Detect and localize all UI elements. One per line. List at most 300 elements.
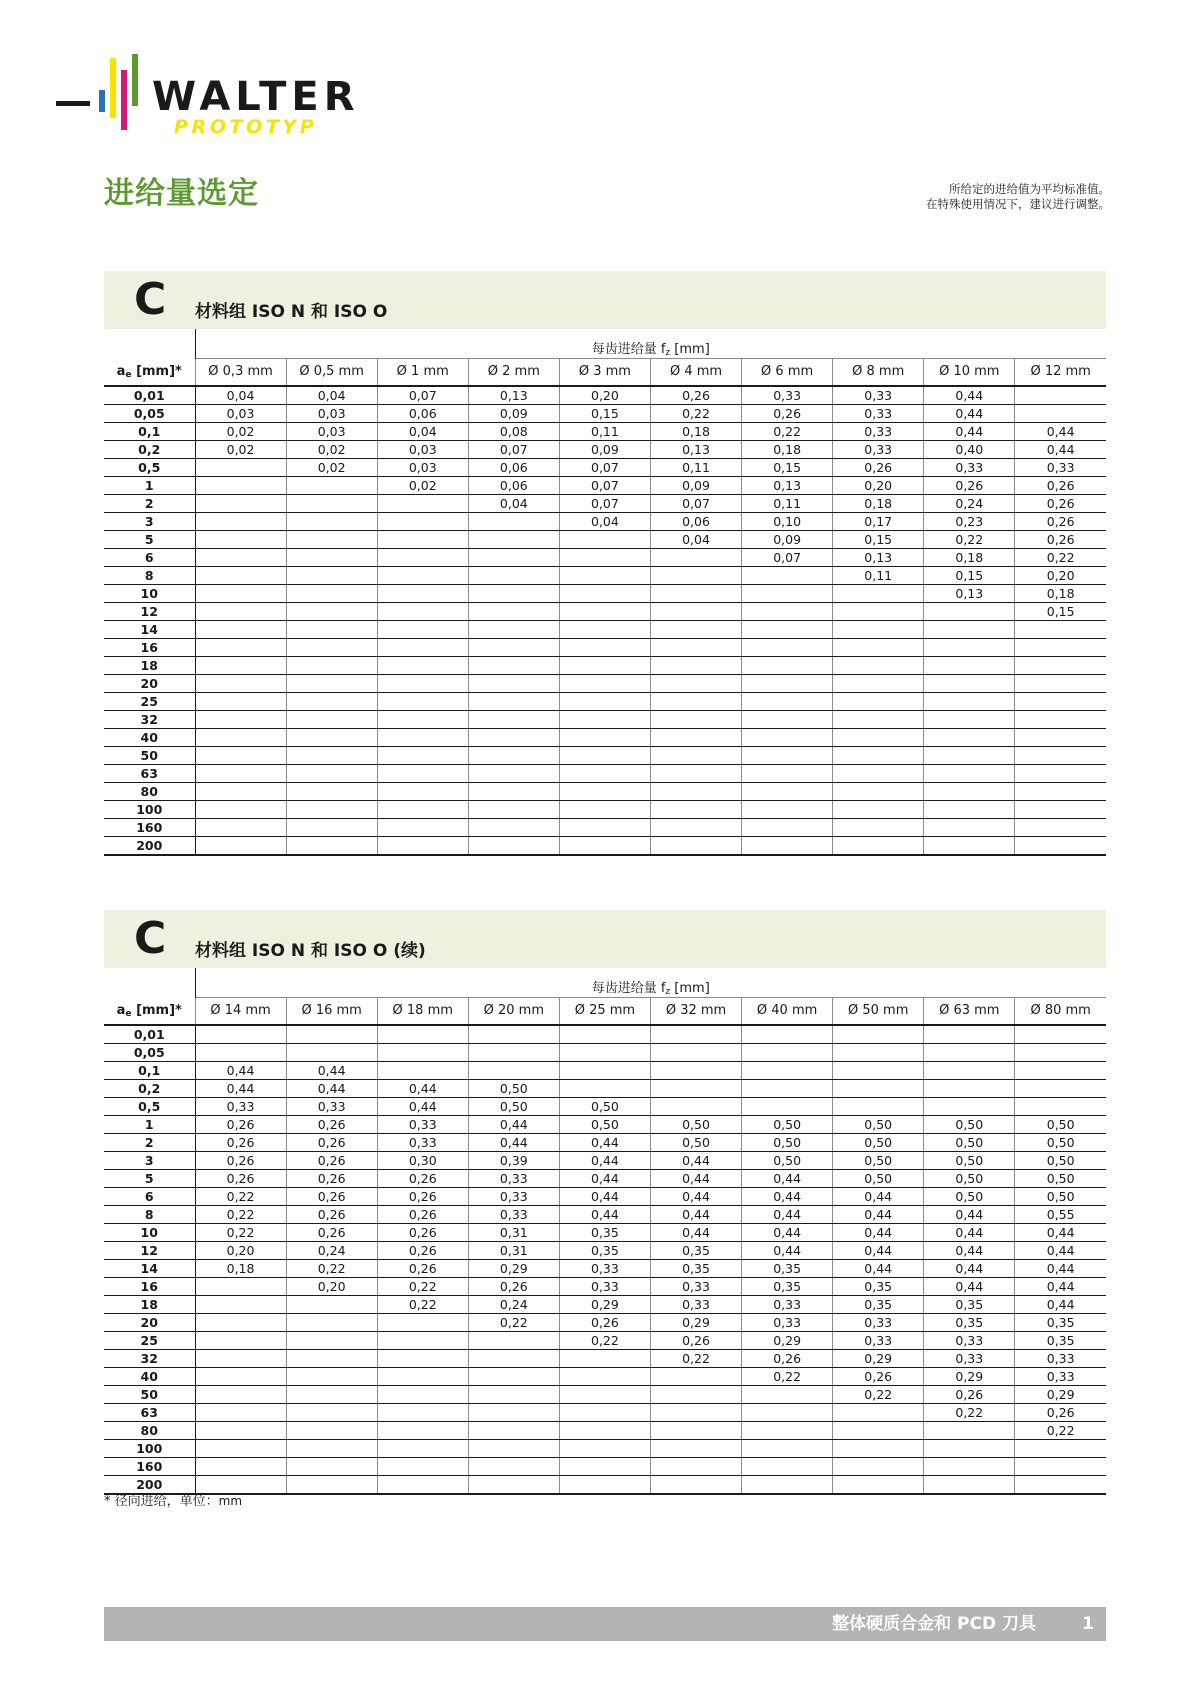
feed-value-cell [195,567,286,585]
ae-value: 1 [104,477,195,495]
logo-subtitle: PROTOTYP [174,116,318,138]
feed-value-cell [833,1062,924,1080]
feed-value-cell: 0,50 [559,1116,650,1134]
feed-value-cell: 0,07 [650,495,741,513]
feed-value-cell: 0,33 [650,1278,741,1296]
feed-value-cell [468,1332,559,1350]
feed-value-cell: 0,03 [377,441,468,459]
feed-value-cell [377,693,468,711]
feed-value-cell: 0,13 [742,477,833,495]
feed-value-cell: 0,44 [468,1134,559,1152]
feed-value-cell [195,1314,286,1332]
ae-value: 10 [104,1224,195,1242]
feed-value-cell [1015,657,1106,675]
feed-value-cell: 0,26 [1015,531,1106,549]
feed-table [104,968,1106,1495]
feed-value-cell [377,1368,468,1386]
feed-value-cell: 0,24 [924,495,1015,513]
feed-value-cell: 0,22 [1015,549,1106,567]
diameter-column-header: Ø 1 mm [377,358,468,386]
feed-value-cell [650,1476,741,1495]
feed-value-cell: 0,50 [742,1152,833,1170]
table-row [104,477,1106,495]
feed-value-cell [286,1440,377,1458]
feed-value-cell [1015,1080,1106,1098]
table-row [104,1314,1106,1332]
feed-value-cell: 0,33 [195,1098,286,1116]
feed-value-cell: 0,26 [195,1170,286,1188]
feed-value-cell: 0,33 [650,1296,741,1314]
feed-value-cell [1015,405,1106,423]
feed-value-cell [650,657,741,675]
feed-value-cell: 0,33 [833,1314,924,1332]
feed-value-cell [468,1350,559,1368]
section-header [104,910,1106,968]
feed-value-cell [650,1080,741,1098]
feed-value-cell [924,819,1015,837]
feed-value-cell [742,1404,833,1422]
feed-value-cell: 0,18 [650,423,741,441]
feed-value-cell: 0,26 [195,1116,286,1134]
table-row [104,386,1106,405]
table-caption: 每齿进给量 fz [mm] [195,329,1106,358]
feed-value-cell: 0,44 [1015,1296,1106,1314]
feed-value-cell: 0,13 [833,549,924,567]
feed-value-cell [195,1368,286,1386]
feed-value-cell: 0,29 [559,1296,650,1314]
ae-value: 18 [104,657,195,675]
ae-value: 3 [104,1152,195,1170]
feed-value-cell [377,603,468,621]
feed-value-cell: 0,29 [650,1314,741,1332]
feed-value-cell [833,1025,924,1044]
feed-value-cell [1015,1062,1106,1080]
feed-value-cell [286,1025,377,1044]
feed-value-cell: 0,29 [1015,1386,1106,1404]
feed-value-cell [286,1476,377,1495]
ae-value: 6 [104,1188,195,1206]
feed-value-cell [286,1422,377,1440]
table-row [104,1116,1106,1134]
feed-value-cell: 0,35 [559,1224,650,1242]
section-letter: C [134,274,167,325]
feed-value-cell: 0,22 [195,1206,286,1224]
feed-value-cell [468,711,559,729]
feed-value-cell: 0,50 [1015,1170,1106,1188]
feed-value-cell [559,1025,650,1044]
feed-value-cell [195,531,286,549]
feed-value-cell: 0,06 [468,459,559,477]
feed-value-cell: 0,50 [1015,1188,1106,1206]
table-row [104,549,1106,567]
feed-value-cell [559,801,650,819]
feed-value-cell [742,567,833,585]
diameter-column-header: Ø 63 mm [924,997,1015,1025]
ae-value: 8 [104,567,195,585]
feed-value-cell: 0,44 [286,1062,377,1080]
feed-value-cell [742,621,833,639]
feed-value-cell: 0,22 [1015,1422,1106,1440]
ae-value: 160 [104,1458,195,1476]
feed-value-cell [286,495,377,513]
feed-value-cell: 0,35 [559,1242,650,1260]
feed-value-cell: 0,35 [742,1278,833,1296]
feed-value-cell [468,1476,559,1495]
feed-value-cell [924,711,1015,729]
ae-value: 5 [104,1170,195,1188]
feed-value-cell: 0,44 [924,386,1015,405]
ae-value: 16 [104,1278,195,1296]
feed-value-cell [650,621,741,639]
feed-value-cell [742,1098,833,1116]
ae-value: 0,2 [104,1080,195,1098]
feed-value-cell: 0,50 [833,1152,924,1170]
feed-value-cell: 0,26 [559,1314,650,1332]
ae-value: 32 [104,1350,195,1368]
feed-value-cell [468,1458,559,1476]
feed-value-cell [1015,1025,1106,1044]
ae-value: 0,1 [104,1062,195,1080]
feed-value-cell [286,729,377,747]
feed-value-cell [559,531,650,549]
feed-value-cell [742,1422,833,1440]
feed-value-cell: 0,29 [924,1368,1015,1386]
table-row [104,1278,1106,1296]
table-row [104,423,1106,441]
table-row [104,1170,1106,1188]
feed-value-cell [377,729,468,747]
feed-value-cell [742,603,833,621]
feed-table-section-2 [104,910,1106,1495]
feed-value-cell: 0,33 [833,386,924,405]
feed-value-cell: 0,11 [650,459,741,477]
feed-value-cell [195,603,286,621]
feed-value-cell [286,567,377,585]
feed-value-cell [833,675,924,693]
ae-value: 8 [104,1206,195,1224]
feed-value-cell: 0,44 [833,1260,924,1278]
ae-value: 20 [104,1314,195,1332]
feed-value-cell [468,819,559,837]
feed-value-cell: 0,33 [742,1314,833,1332]
feed-value-cell [559,1080,650,1098]
feed-value-cell: 0,31 [468,1242,559,1260]
feed-value-cell [286,1368,377,1386]
feed-value-cell [1015,1098,1106,1116]
feed-value-cell [468,621,559,639]
feed-value-cell: 0,04 [559,513,650,531]
feed-value-cell [377,1404,468,1422]
feed-value-cell [924,1098,1015,1116]
feed-value-cell [1015,1458,1106,1476]
feed-value-cell: 0,44 [924,405,1015,423]
feed-value-cell [195,1296,286,1314]
feed-value-cell [559,1386,650,1404]
table-row [104,1386,1106,1404]
feed-value-cell [650,675,741,693]
feed-value-cell [195,1386,286,1404]
feed-value-cell [195,675,286,693]
feed-value-cell: 0,44 [650,1206,741,1224]
feed-value-cell [833,711,924,729]
table-row [104,729,1106,747]
feed-value-cell [286,801,377,819]
ae-column-header: ae [mm]* [104,358,195,386]
ae-value: 25 [104,1332,195,1350]
feed-value-cell [924,693,1015,711]
feed-value-cell: 0,26 [377,1224,468,1242]
feed-value-cell: 0,44 [377,1080,468,1098]
feed-value-cell [559,657,650,675]
section-title: 材料组 ISO N 和 ISO O (续) [195,941,426,961]
feed-value-cell [650,711,741,729]
feed-value-cell: 0,44 [650,1188,741,1206]
ae-value: 80 [104,1422,195,1440]
feed-value-cell [742,1080,833,1098]
feed-value-cell [286,711,377,729]
feed-value-cell [195,1278,286,1296]
feed-value-cell [559,1404,650,1422]
feed-value-cell [833,1044,924,1062]
feed-value-cell [195,1350,286,1368]
feed-value-cell [468,1404,559,1422]
feed-value-cell [377,1458,468,1476]
feed-value-cell: 0,35 [650,1242,741,1260]
feed-value-cell [377,1350,468,1368]
ae-value: 0,05 [104,405,195,423]
feed-value-cell: 0,50 [1015,1116,1106,1134]
feed-value-cell [468,729,559,747]
table-row [104,1134,1106,1152]
feed-value-cell [286,1404,377,1422]
feed-value-cell [1015,1440,1106,1458]
feed-value-cell: 0,09 [742,531,833,549]
feed-value-cell: 0,22 [559,1332,650,1350]
feed-value-cell: 0,13 [650,441,741,459]
feed-value-cell: 0,03 [286,423,377,441]
feed-value-cell: 0,33 [468,1206,559,1224]
feed-value-cell [559,1422,650,1440]
feed-value-cell [377,1332,468,1350]
feed-value-cell [924,747,1015,765]
table-row [104,747,1106,765]
feed-value-cell: 0,44 [468,1116,559,1134]
feed-value-cell [195,495,286,513]
feed-value-cell: 0,15 [559,405,650,423]
feed-value-cell [195,1440,286,1458]
feed-value-cell [377,747,468,765]
feed-value-cell: 0,33 [924,1350,1015,1368]
table-row [104,585,1106,603]
feed-value-cell [742,693,833,711]
feed-value-cell [377,1476,468,1495]
note-line-2: 在特殊使用情况下，建议进行调整。 [926,197,1110,211]
feed-value-cell [559,1476,650,1495]
feed-value-cell [286,477,377,495]
feed-value-cell: 0,44 [924,1206,1015,1224]
feed-value-cell [650,1458,741,1476]
feed-value-cell: 0,44 [1015,441,1106,459]
feed-value-cell: 0,44 [195,1080,286,1098]
feed-value-cell: 0,29 [468,1260,559,1278]
feed-value-cell: 0,44 [1015,1242,1106,1260]
feed-value-cell [195,1332,286,1350]
feed-value-cell: 0,33 [286,1098,377,1116]
feed-value-cell: 0,09 [468,405,559,423]
logo-bar-yellow [110,58,116,118]
feed-value-cell [286,837,377,856]
feed-value-cell [650,549,741,567]
feed-value-cell: 0,50 [650,1116,741,1134]
feed-value-cell [1015,747,1106,765]
feed-value-cell [650,639,741,657]
section-header [104,271,1106,329]
feed-value-cell: 0,50 [924,1134,1015,1152]
feed-value-cell: 0,10 [742,513,833,531]
feed-value-cell: 0,26 [377,1206,468,1224]
ae-value: 80 [104,783,195,801]
ae-value: 1 [104,1116,195,1134]
feed-value-cell: 0,33 [468,1170,559,1188]
feed-value-cell [650,693,741,711]
feed-value-cell [195,747,286,765]
feed-value-cell: 0,26 [1015,513,1106,531]
feed-value-cell [833,837,924,856]
feed-value-cell [377,765,468,783]
feed-value-cell [468,531,559,549]
feed-value-cell [286,675,377,693]
feed-value-cell: 0,44 [559,1152,650,1170]
feed-value-cell: 0,50 [559,1098,650,1116]
feed-value-cell: 0,26 [742,405,833,423]
feed-value-cell: 0,22 [924,1404,1015,1422]
feed-value-cell [468,585,559,603]
feed-value-cell: 0,03 [195,405,286,423]
feed-value-cell: 0,44 [742,1224,833,1242]
feed-value-cell [833,1458,924,1476]
feed-value-cell: 0,33 [742,386,833,405]
feed-value-cell: 0,04 [377,423,468,441]
feed-value-cell [650,801,741,819]
feed-value-cell [195,801,286,819]
feed-value-cell: 0,18 [924,549,1015,567]
table-row [104,693,1106,711]
feed-value-cell: 0,44 [1015,1278,1106,1296]
feed-value-cell [559,693,650,711]
feed-value-cell [924,837,1015,856]
feed-value-cell [377,801,468,819]
feed-value-cell [559,837,650,856]
feed-value-cell [468,837,559,856]
feed-value-cell [468,693,559,711]
feed-value-cell: 0,26 [468,1278,559,1296]
feed-value-cell [468,567,559,585]
feed-value-cell: 0,22 [833,1386,924,1404]
feed-value-cell [650,1404,741,1422]
table-row [104,1368,1106,1386]
feed-value-cell: 0,50 [924,1152,1015,1170]
feed-value-cell [559,549,650,567]
feed-value-cell [377,1044,468,1062]
feed-value-cell [468,747,559,765]
feed-value-cell [924,603,1015,621]
feed-value-cell: 0,50 [650,1134,741,1152]
feed-value-cell: 0,22 [650,1350,741,1368]
feed-value-cell [468,657,559,675]
logo-bar-blue [99,90,105,112]
table-row [104,801,1106,819]
feed-value-cell [833,657,924,675]
diameter-column-header: Ø 8 mm [833,358,924,386]
table-row [104,1098,1106,1116]
table-row [104,513,1106,531]
ae-value: 16 [104,639,195,657]
diameter-column-header: Ø 25 mm [559,997,650,1025]
feed-value-cell: 0,44 [924,1260,1015,1278]
feed-value-cell: 0,29 [742,1332,833,1350]
ae-value: 200 [104,837,195,856]
feed-value-cell [195,585,286,603]
feed-value-cell [1015,837,1106,856]
feed-value-cell: 0,22 [924,531,1015,549]
feed-value-cell: 0,44 [742,1170,833,1188]
feed-value-cell: 0,44 [377,1098,468,1116]
feed-value-cell: 0,50 [924,1188,1015,1206]
feed-value-cell [742,765,833,783]
feed-value-cell: 0,30 [377,1152,468,1170]
feed-value-cell [924,639,1015,657]
feed-value-cell: 0,33 [924,1332,1015,1350]
feed-value-cell: 0,44 [195,1062,286,1080]
feed-value-cell: 0,44 [742,1206,833,1224]
feed-value-cell: 0,22 [195,1188,286,1206]
table-row [104,1350,1106,1368]
feed-value-cell: 0,50 [833,1116,924,1134]
feed-value-cell: 0,07 [559,477,650,495]
feed-value-cell [1015,819,1106,837]
feed-value-cell: 0,44 [559,1188,650,1206]
feed-value-cell [468,1368,559,1386]
feed-value-cell [195,1422,286,1440]
feed-value-cell [195,1025,286,1044]
feed-value-cell: 0,50 [468,1098,559,1116]
feed-value-cell [924,729,1015,747]
feed-value-cell [195,621,286,639]
feed-value-cell [468,1044,559,1062]
diameter-column-header: Ø 32 mm [650,997,741,1025]
feed-value-cell [286,819,377,837]
feed-value-cell [559,1440,650,1458]
feed-value-cell: 0,04 [468,495,559,513]
footer-title: 整体硬质合金和 PCD 刀具 [832,1614,1036,1634]
ae-value: 40 [104,729,195,747]
feed-value-cell: 0,18 [195,1260,286,1278]
feed-value-cell: 0,29 [833,1350,924,1368]
feed-value-cell [742,729,833,747]
table-row [104,1206,1106,1224]
table-row [104,1188,1106,1206]
logo-bar-green [132,54,138,106]
walter-logo [56,52,386,142]
feed-value-cell [1015,1476,1106,1495]
ae-value: 100 [104,1440,195,1458]
feed-value-cell: 0,44 [924,423,1015,441]
feed-value-cell: 0,55 [1015,1206,1106,1224]
feed-value-cell: 0,04 [650,531,741,549]
ae-value: 0,2 [104,441,195,459]
feed-value-cell [559,729,650,747]
feed-value-cell [1015,693,1106,711]
